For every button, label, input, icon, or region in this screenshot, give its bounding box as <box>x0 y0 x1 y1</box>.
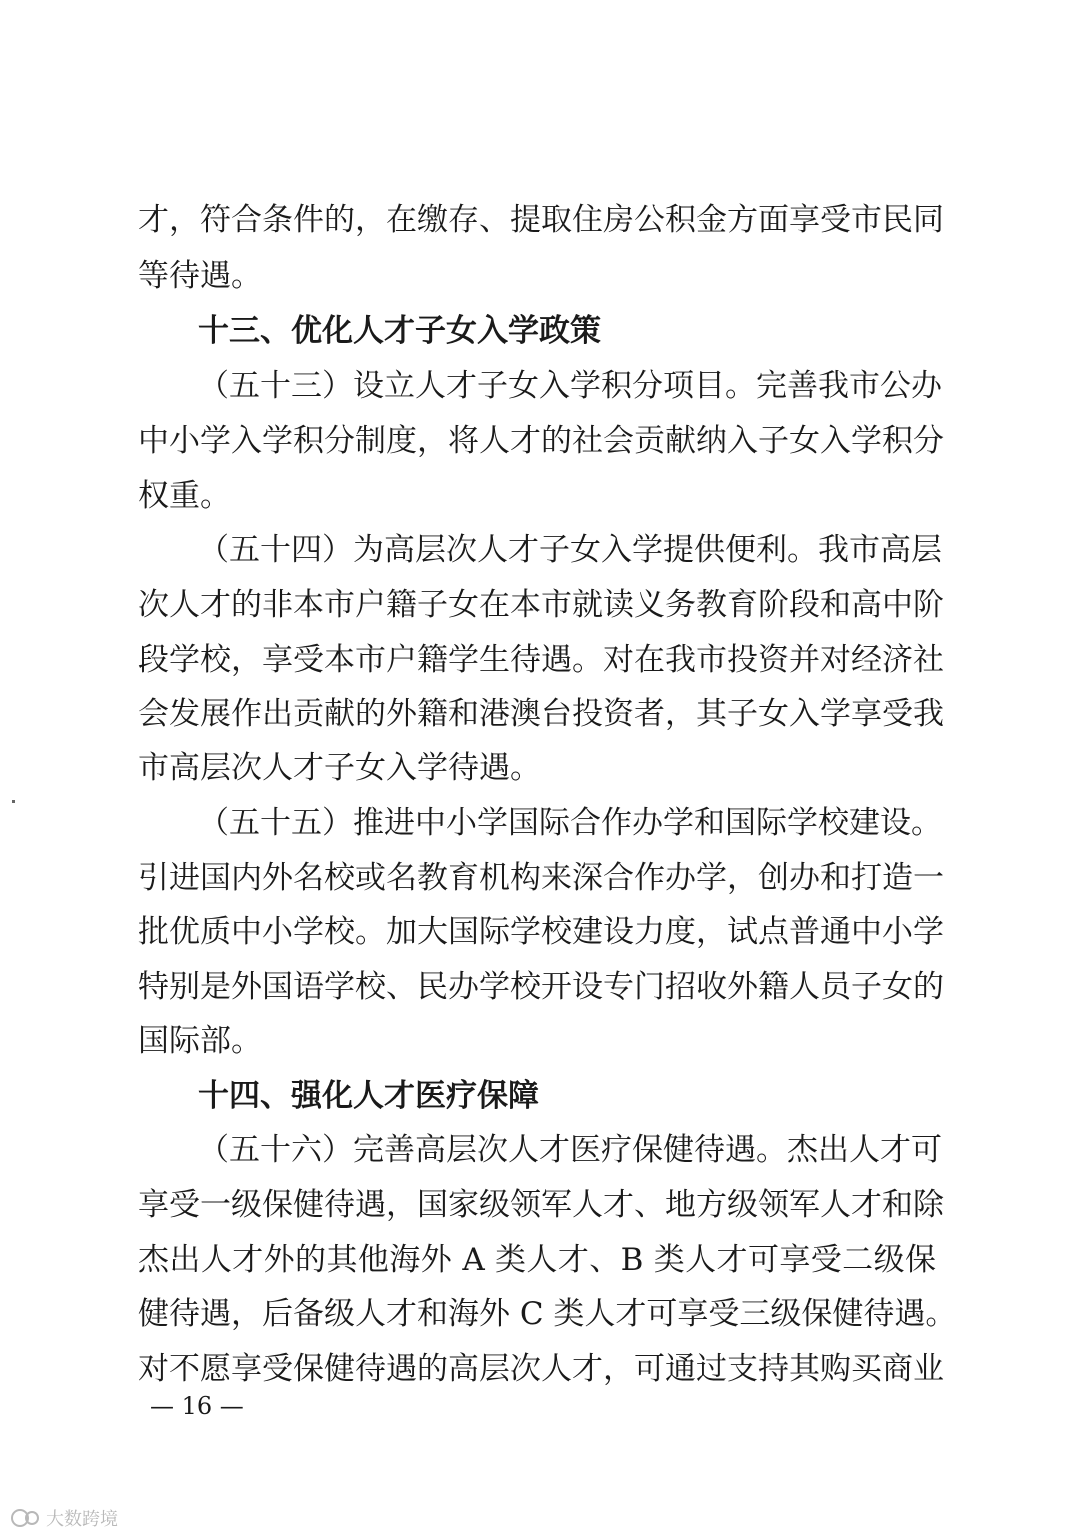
body-line: 对不愿享受保健待遇的高层次人才，可通过支持其购买商业 <box>138 1351 944 1387</box>
body-line: （五十六）完善高层次人才医疗保健待遇。杰出人才可 <box>198 1132 942 1168</box>
watermark-text: 大数跨境 <box>46 1509 118 1530</box>
body-line: 权重。 <box>138 478 231 514</box>
section-heading-14: 十四、强化人才医疗保障 <box>198 1078 539 1114</box>
body-line: 引进国内外名校或名教育机构来深合作办学，创办和打造一 <box>138 860 944 896</box>
watermark-logo <box>8 1503 148 1533</box>
watermark-icon <box>12 1510 38 1526</box>
body-line: 等待遇。 <box>138 258 262 294</box>
body-line: 特别是外国语学校、民办学校开设专门招收外籍人员子女的 <box>138 969 944 1005</box>
body-line: 中小学入学积分制度，将人才的社会贡献纳入子女入学积分 <box>138 423 944 459</box>
section-heading-13: 十三、优化人才子女入学政策 <box>198 313 601 349</box>
body-line: 国际部。 <box>138 1023 262 1059</box>
body-line: 才，符合条件的，在缴存、提取住房公积金方面享受市民同 <box>138 202 944 238</box>
body-line: 享受一级保健待遇，国家级领军人才、地方级领军人才和除 <box>138 1187 944 1223</box>
body-line: 市高层次人才子女入学待遇。 <box>138 750 541 786</box>
body-line: 批优质中小学校。加大国际学校建设力度，试点普通中小学 <box>138 914 944 950</box>
body-line: （五十四）为高层次人才子女入学提供便利。我市高层 <box>198 532 942 568</box>
scan-mark <box>12 800 15 803</box>
page-number: — 16 — <box>150 1392 244 1420</box>
body-line: 健待遇，后备级人才和海外 C 类人才可享受三级保健待遇。 <box>138 1296 957 1332</box>
body-line: （五十五）推进中小学国际合作办学和国际学校建设。 <box>198 805 942 841</box>
body-line: 会发展作出贡献的外籍和港澳台投资者，其子女入学享受我 <box>138 696 944 732</box>
body-line: 次人才的非本市户籍子女在本市就读义务教育阶段和高中阶 <box>138 587 944 623</box>
body-line: 杰出人才外的其他海外 A 类人才、B 类人才可享受二级保 <box>138 1242 936 1278</box>
body-line: 段学校，享受本市户籍学生待遇。对在我市投资并对经济社 <box>138 642 944 678</box>
body-line: （五十三）设立人才子女入学积分项目。完善我市公办 <box>198 368 942 404</box>
